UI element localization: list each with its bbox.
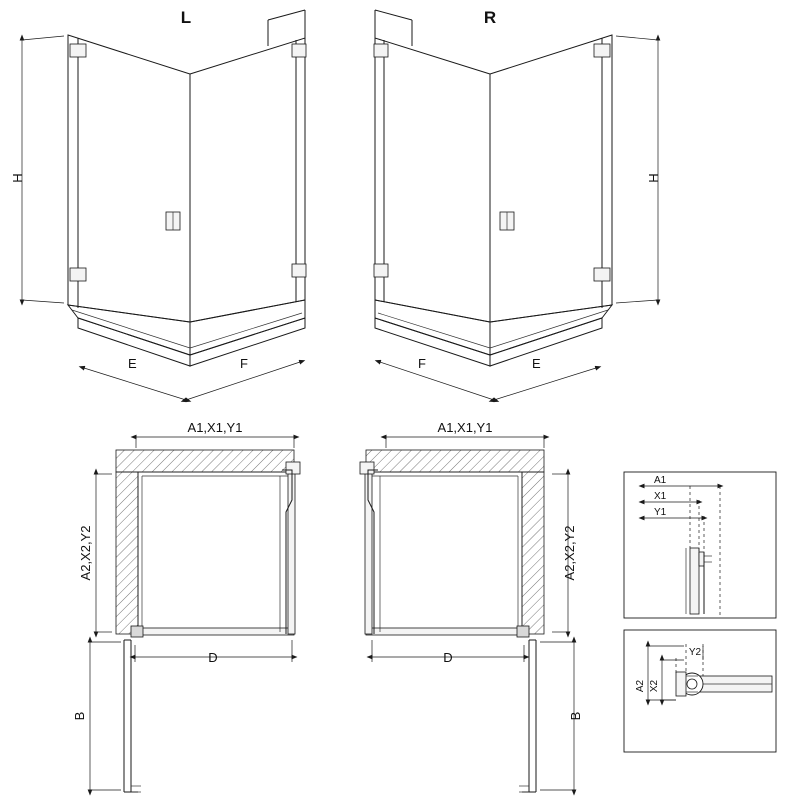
label-B-left: B	[72, 711, 87, 721]
left-hand-plan-view	[72, 420, 300, 792]
label-E-left: E	[128, 356, 137, 371]
detail-profile-upper	[624, 472, 776, 618]
detail-profile-lower	[624, 630, 776, 752]
label-A1-detail: A1	[654, 475, 667, 486]
label-Y2-detail: Y2	[688, 647, 702, 658]
label-D-left: D	[208, 650, 218, 665]
label-Y1-detail: Y1	[654, 507, 667, 518]
label-A1X1Y1-right: A1,X1,Y1	[437, 420, 493, 435]
view-label-L: L	[180, 8, 192, 27]
view-label-R: R	[483, 8, 497, 27]
label-X1-detail: X1	[654, 491, 667, 502]
right-hand-3d-view	[374, 8, 661, 400]
right-hand-plan-view	[360, 420, 583, 792]
label-E-right: E	[532, 356, 541, 371]
label-A1X1Y1-left: A1,X1,Y1	[187, 420, 243, 435]
label-H-left: H	[10, 173, 25, 183]
label-X2-detail: X2	[649, 679, 660, 693]
label-B-right: B	[568, 711, 583, 721]
label-F-right: F	[418, 356, 426, 371]
label-A2X2Y2-right: A2,X2,Y2	[562, 525, 577, 581]
label-D-right: D	[443, 650, 453, 665]
label-A2X2Y2-left: A2,X2,Y2	[78, 525, 93, 581]
label-A2-detail: A2	[635, 679, 646, 693]
label-H-right: H	[646, 173, 661, 183]
label-F-left: F	[240, 356, 248, 371]
left-hand-3d-view	[10, 8, 306, 400]
